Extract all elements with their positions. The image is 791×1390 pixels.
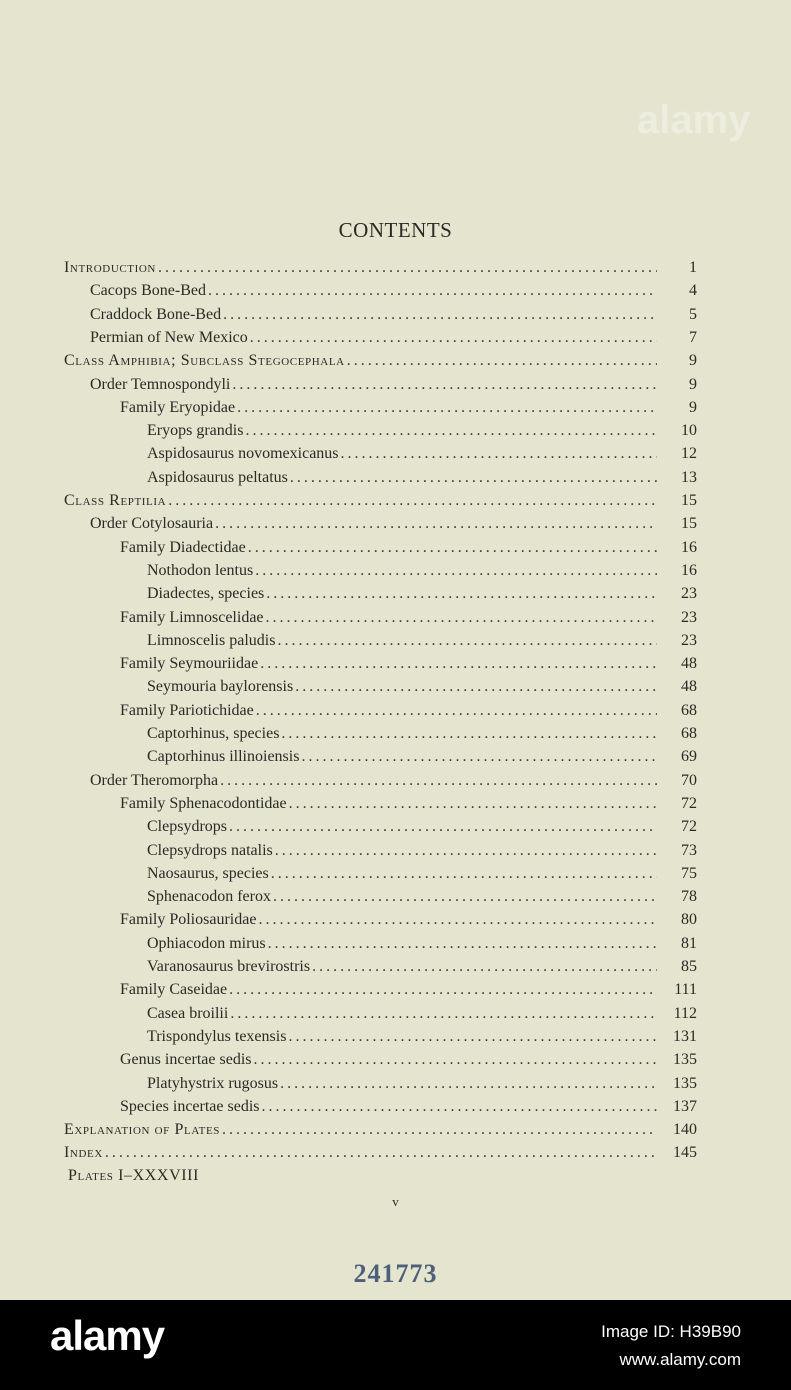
dot-leader <box>229 978 657 1002</box>
dot-leader <box>295 675 657 699</box>
page-title: CONTENTS <box>338 218 453 242</box>
toc-entry-label: Order Temnospondyli <box>90 376 231 393</box>
dot-leader <box>258 908 657 932</box>
toc-entry <box>147 839 697 863</box>
toc-entry-label: Family Caseidae <box>120 981 228 998</box>
toc-entry-label: Family Sphenacodontidae <box>120 795 287 812</box>
toc-entry-page-number: 137 <box>673 1098 697 1115</box>
toc-entry <box>147 955 697 979</box>
toc-entry-page-number: 75 <box>681 865 697 882</box>
toc-entry <box>64 1141 697 1165</box>
toc-entry <box>90 279 697 303</box>
toc-entry-page-number: 140 <box>673 1121 697 1138</box>
toc-entry-page-number: 9 <box>689 352 697 369</box>
toc-entry <box>90 373 697 397</box>
dot-leader <box>254 1048 657 1072</box>
toc-entry-page-number: 68 <box>681 702 697 719</box>
dot-leader <box>288 1025 657 1049</box>
site-url-label: www.alamy.com <box>619 1350 741 1369</box>
toc-entry-page-number: 70 <box>681 772 697 789</box>
toc-entry-page-number: 48 <box>681 655 697 672</box>
dot-leader <box>232 373 657 397</box>
dot-leader <box>289 792 657 816</box>
toc-entry-label: Trispondylus texensis <box>147 1028 287 1045</box>
toc-entry <box>120 536 697 560</box>
toc-entry <box>64 349 697 373</box>
toc-entry-label: Family Eryopidae <box>120 399 236 416</box>
toc-entry <box>147 675 697 699</box>
toc-entry-page-number: 7 <box>689 329 697 346</box>
toc-entry-label: Aspidosaurus peltatus <box>147 469 288 486</box>
toc-entry <box>147 722 697 746</box>
toc-entry-page-number: 85 <box>681 958 697 975</box>
toc-entry-page-number: 48 <box>681 678 697 695</box>
toc-entry <box>64 489 697 513</box>
toc-entry-label: Order Theromorpha <box>90 772 219 789</box>
image-id-label: Image ID: H39B90 <box>601 1322 741 1341</box>
toc-entry-page-number: 15 <box>681 515 697 532</box>
toc-entry <box>147 1025 697 1049</box>
toc-entry <box>120 792 697 816</box>
dot-leader <box>220 769 657 793</box>
dot-leader <box>223 303 657 327</box>
toc-entry-page-number: 68 <box>681 725 697 742</box>
toc-entry-page-number: 13 <box>681 469 697 486</box>
dot-leader <box>260 652 657 676</box>
dot-leader <box>222 1118 657 1142</box>
dot-leader <box>105 1141 657 1165</box>
toc-entry-label: Seymouria baylorensis <box>147 678 294 695</box>
toc-entry-page-number: 135 <box>673 1051 697 1068</box>
toc-entry-page-number: 112 <box>673 1005 697 1022</box>
dot-leader <box>255 559 657 583</box>
toc-entry-page-number: 72 <box>681 795 697 812</box>
toc-entry <box>120 1048 697 1072</box>
toc-entry-page-number: 9 <box>689 399 697 416</box>
toc-entry-page-number: 12 <box>681 445 697 462</box>
toc-entry-label: Varanosaurus brevirostris <box>147 958 311 975</box>
toc-entry-page-number: 16 <box>681 562 697 579</box>
toc-entry-label: Explanation of Plates <box>64 1121 220 1138</box>
toc-entry <box>120 978 697 1002</box>
dot-leader <box>168 489 657 513</box>
toc-entry <box>90 326 697 350</box>
toc-entry-page-number: 1 <box>689 259 697 276</box>
dot-leader <box>262 1095 658 1119</box>
toc-entry <box>147 862 697 886</box>
toc-entry-label: Clepsydrops <box>147 818 227 835</box>
toc-entry-label: Family Poliosauridae <box>120 911 257 928</box>
toc-entry-page-number: 72 <box>681 818 697 835</box>
dot-leader <box>256 699 657 723</box>
toc-entry-page-number: 81 <box>681 935 697 952</box>
toc-entry <box>147 559 697 583</box>
toc-entry-page-number: 16 <box>681 539 697 556</box>
toc-entry-label: Casea broilii <box>147 1005 229 1022</box>
toc-entry <box>147 815 697 839</box>
alamy-logo: alamy <box>50 1312 165 1359</box>
toc-entry <box>147 1002 697 1026</box>
toc-entry-label: Family Seymouriidae <box>120 655 259 672</box>
dot-leader <box>250 326 657 350</box>
toc-entry-label: Index <box>64 1144 103 1161</box>
toc-entry-label: Family Pariotichidae <box>120 702 254 719</box>
toc-entry <box>147 466 697 490</box>
toc-entry-page-number: 15 <box>681 492 697 509</box>
toc-entry <box>90 769 697 793</box>
toc-entry-page-number: 145 <box>673 1144 697 1161</box>
dot-leader <box>208 279 657 303</box>
toc-entry-page-number: 4 <box>689 282 697 299</box>
toc-entry <box>120 396 697 420</box>
dot-leader <box>273 885 657 909</box>
toc-entry-page-number: 80 <box>681 911 697 928</box>
toc-entry <box>120 606 697 630</box>
dot-leader <box>271 862 657 886</box>
toc-entry <box>90 512 697 536</box>
dot-leader <box>281 722 657 746</box>
toc-entry <box>147 419 697 443</box>
toc-entry <box>147 582 697 606</box>
dot-leader <box>158 256 657 280</box>
toc-entry-label: Platyhystrix rugosus <box>147 1075 279 1092</box>
toc-entry <box>120 1095 697 1119</box>
dot-leader <box>268 932 657 956</box>
toc-entry-page-number: 135 <box>673 1075 697 1092</box>
dot-leader <box>277 629 657 653</box>
toc-entry-page-number: 23 <box>681 609 697 626</box>
toc-entry-label: Genus incertae sedis <box>120 1051 252 1068</box>
dot-leader <box>341 442 657 466</box>
toc-entry-label: Sphenacodon ferox <box>147 888 271 905</box>
toc-entry-page-number: 9 <box>689 376 697 393</box>
dot-leader <box>266 606 657 630</box>
dot-leader <box>237 396 657 420</box>
dot-leader <box>230 1002 657 1026</box>
toc-entry <box>147 1072 697 1096</box>
toc-entry-label: Nothodon lentus <box>147 562 254 579</box>
toc-entry <box>90 303 697 327</box>
toc-entry-label: Ophiacodon mirus <box>147 935 266 952</box>
toc-entry-label: Aspidosaurus novomexicanus <box>147 445 339 462</box>
toc-entry-page-number: 23 <box>681 585 697 602</box>
toc-entry-label: Craddock Bone-Bed <box>90 306 222 323</box>
toc-entry-label: Eryops grandis <box>147 422 244 439</box>
toc-entry <box>64 1118 697 1142</box>
toc-entry-plates: Plates I–XXXVIII <box>68 1167 200 1184</box>
toc-entry <box>120 652 697 676</box>
toc-entry-page-number: 111 <box>674 981 697 998</box>
toc-entry-label: Diadectes, species <box>147 585 265 602</box>
toc-entry-label: Captorhinus, species <box>147 725 280 742</box>
toc-entry-page-number: 23 <box>681 632 697 649</box>
toc-entry-label: Family Limnoscelidae <box>120 609 264 626</box>
watermark: alamy <box>637 98 751 142</box>
toc-entry-label: Naosaurus, species <box>147 865 269 882</box>
toc-entry <box>120 908 697 932</box>
toc-entry-page-number: 5 <box>689 306 697 323</box>
toc-entry-label: Cacops Bone-Bed <box>90 282 206 299</box>
toc-entry-label: Permian of New Mexico <box>90 329 248 346</box>
toc-entry-page-number: 10 <box>681 422 697 439</box>
toc-entry-label: Limnoscelis paludis <box>147 632 276 649</box>
dot-leader <box>266 582 657 606</box>
toc-entry-label: Order Cotylosauria <box>90 515 214 532</box>
toc-entry <box>147 885 697 909</box>
toc-entry <box>147 745 697 769</box>
dot-leader <box>290 466 657 490</box>
toc-entry-page-number: 131 <box>673 1028 697 1045</box>
page-number: v <box>392 1194 399 1209</box>
toc-entry-label: Introduction <box>64 259 156 276</box>
toc-entry-page-number: 78 <box>681 888 697 905</box>
toc-entry-label: Class Reptilia <box>64 492 167 509</box>
dot-leader <box>245 419 657 443</box>
toc-entry-label: Species incertae sedis <box>120 1098 260 1115</box>
dot-leader <box>301 745 657 769</box>
toc-entry-label: Clepsydrops natalis <box>147 842 273 859</box>
accession-stamp: 241773 <box>353 1259 438 1288</box>
toc-entry-page-number: 73 <box>681 842 697 859</box>
toc-entry <box>120 699 697 723</box>
toc-entry <box>147 932 697 956</box>
dot-leader <box>280 1072 657 1096</box>
toc-entry <box>64 256 697 280</box>
toc-entry <box>147 442 697 466</box>
dot-leader <box>312 955 657 979</box>
dot-leader <box>248 536 657 560</box>
toc-entry-page-number: 69 <box>681 748 697 765</box>
toc-entry <box>147 629 697 653</box>
dot-leader <box>275 839 657 863</box>
dot-leader <box>347 349 657 373</box>
dot-leader <box>215 512 657 536</box>
toc-entry-label: Class Amphibia; Subclass Stegocephala <box>64 352 345 369</box>
stock-footer-bar <box>0 1300 791 1390</box>
dot-leader <box>229 815 657 839</box>
toc-entry-label: Family Diadectidae <box>120 539 246 556</box>
toc-entry-label: Captorhinus illinoiensis <box>147 748 300 765</box>
